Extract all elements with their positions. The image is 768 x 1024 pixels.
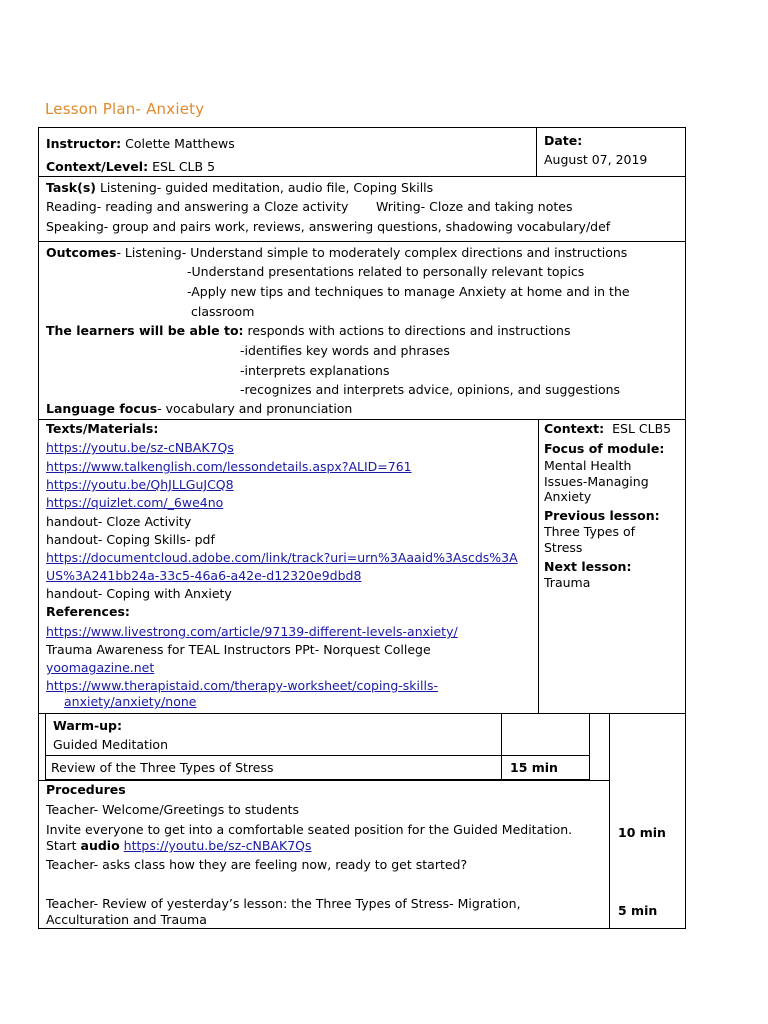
outcomes-line-4: classroom xyxy=(191,304,255,319)
focus-line-2: Issues-Managing xyxy=(544,474,649,489)
material-item-3: handout- Coping with Anxiety xyxy=(46,586,232,601)
warmup-review: Review of the Three Types of Stress xyxy=(51,760,274,775)
procedure-line-3: Start audio https://youtu.be/sz-cNBAK7Qs xyxy=(46,838,312,853)
material-link-2[interactable]: https://www.talkenglish.com/lessondetails.aspx?ALID=761 xyxy=(46,459,412,474)
references-label: References: xyxy=(46,604,130,619)
material-item-1: handout- Cloze Activity xyxy=(46,514,192,529)
warmup-line-1: Guided Meditation xyxy=(53,737,169,752)
material-link-3[interactable]: https://youtu.be/QhJLLGuJCQ8 xyxy=(46,477,234,492)
procedure-line-1: Teacher- Welcome/Greetings to students xyxy=(46,802,300,817)
tasks-line-2b: Writing- Cloze and taking notes xyxy=(376,199,573,214)
tasks-line-2a: Reading- reading and answering a Cloze activity xyxy=(46,199,349,214)
outcomes-line-1: Outcomes- Listening- Understand simple to moderately complex directions and instructions xyxy=(46,245,628,260)
date-value: August 07, 2019 xyxy=(544,152,648,167)
next-lesson-value: Trauma xyxy=(544,575,591,590)
learners-line-2: -identifies key words and phrases xyxy=(240,343,450,358)
reference-item-2: Trauma Awareness for TEAL Instructors PPt- Norquest College xyxy=(46,642,431,657)
material-link-4[interactable]: https://quizlet.com/_6we4no xyxy=(46,495,224,510)
page-title: Lesson Plan- Anxiety xyxy=(45,100,205,118)
focus-line-3: Anxiety xyxy=(544,489,592,504)
instructor-line: Instructor: Colette Matthews xyxy=(46,136,235,151)
learners-line-3: -interprets explanations xyxy=(240,363,390,378)
reference-link-4a[interactable]: https://www.therapistaid.com/therapy-worksheet/coping-skills- xyxy=(46,678,438,693)
tasks-line-3: Speaking- group and pairs work, reviews, answering questions, shadowing vocabulary/def xyxy=(46,219,611,234)
procedure-line-2: Invite everyone to get into a comfortable seated position for the Guided Meditation. xyxy=(46,822,573,837)
material-link-5b[interactable]: US%3A241bb24a-33c5-46a6-a42e-d12320e9dbd8 xyxy=(46,568,362,583)
material-link-5a[interactable]: https://documentcloud.adobe.com/link/track?uri=urn%3Aaaid%3Ascds%3A xyxy=(46,550,518,565)
previous-lesson-line-2: Stress xyxy=(544,540,583,555)
learners-line-4: -recognizes and interprets advice, opinions, and suggestions xyxy=(240,382,621,397)
reference-link-3[interactable]: yoomagazine.net xyxy=(46,660,155,675)
materials-label: Texts/Materials: xyxy=(46,421,159,436)
focus-label: Focus of module: xyxy=(544,441,665,456)
outcomes-line-3: -Apply new tips and techniques to manage Anxiety at home and in the xyxy=(187,284,630,299)
warmup-review-time: 15 min xyxy=(510,760,558,775)
warmup-label: Warm-up: xyxy=(53,718,123,733)
outcomes-line-2: -Understand presentations related to personally relevant topics xyxy=(187,264,585,279)
procedure-line-5: Teacher- Review of yesterday’s lesson: the Three Types of Stress- Migration, xyxy=(46,896,521,911)
procedures-label: Procedures xyxy=(46,782,126,797)
procedure-time-1: 10 min xyxy=(618,825,666,840)
material-item-2: handout- Coping Skills- pdf xyxy=(46,532,215,547)
date-label: Date: xyxy=(544,133,583,148)
reference-link-4b[interactable]: anxiety/anxiety/none xyxy=(64,694,197,709)
focus-line-1: Mental Health xyxy=(544,458,632,473)
context-line: Context/Level: ESL CLB 5 xyxy=(46,159,216,174)
context-panel-context: Context: ESL CLB5 xyxy=(544,421,672,436)
procedure-time-2: 5 min xyxy=(618,903,658,918)
next-lesson-label: Next lesson: xyxy=(544,559,632,574)
previous-lesson-line-1: Three Types of xyxy=(544,524,636,539)
procedure-line-6: Acculturation and Trauma xyxy=(46,912,207,927)
material-link-1[interactable]: https://youtu.be/sz-cNBAK7Qs xyxy=(46,440,234,455)
language-focus: Language focus- vocabulary and pronunciation xyxy=(46,401,353,416)
learners-line-1: The learners will be able to: responds with actions to directions and instructions xyxy=(46,323,571,338)
previous-lesson-label: Previous lesson: xyxy=(544,508,660,523)
audio-link[interactable]: https://youtu.be/sz-cNBAK7Qs xyxy=(123,838,312,853)
procedure-line-4: Teacher- asks class how they are feeling now, ready to get started? xyxy=(46,857,468,872)
reference-link-1[interactable]: https://www.livestrong.com/article/97139-different-levels-anxiety/ xyxy=(46,624,458,639)
tasks-line-1: Task(s) Listening- guided meditation, audio file, Coping Skills xyxy=(46,180,434,195)
